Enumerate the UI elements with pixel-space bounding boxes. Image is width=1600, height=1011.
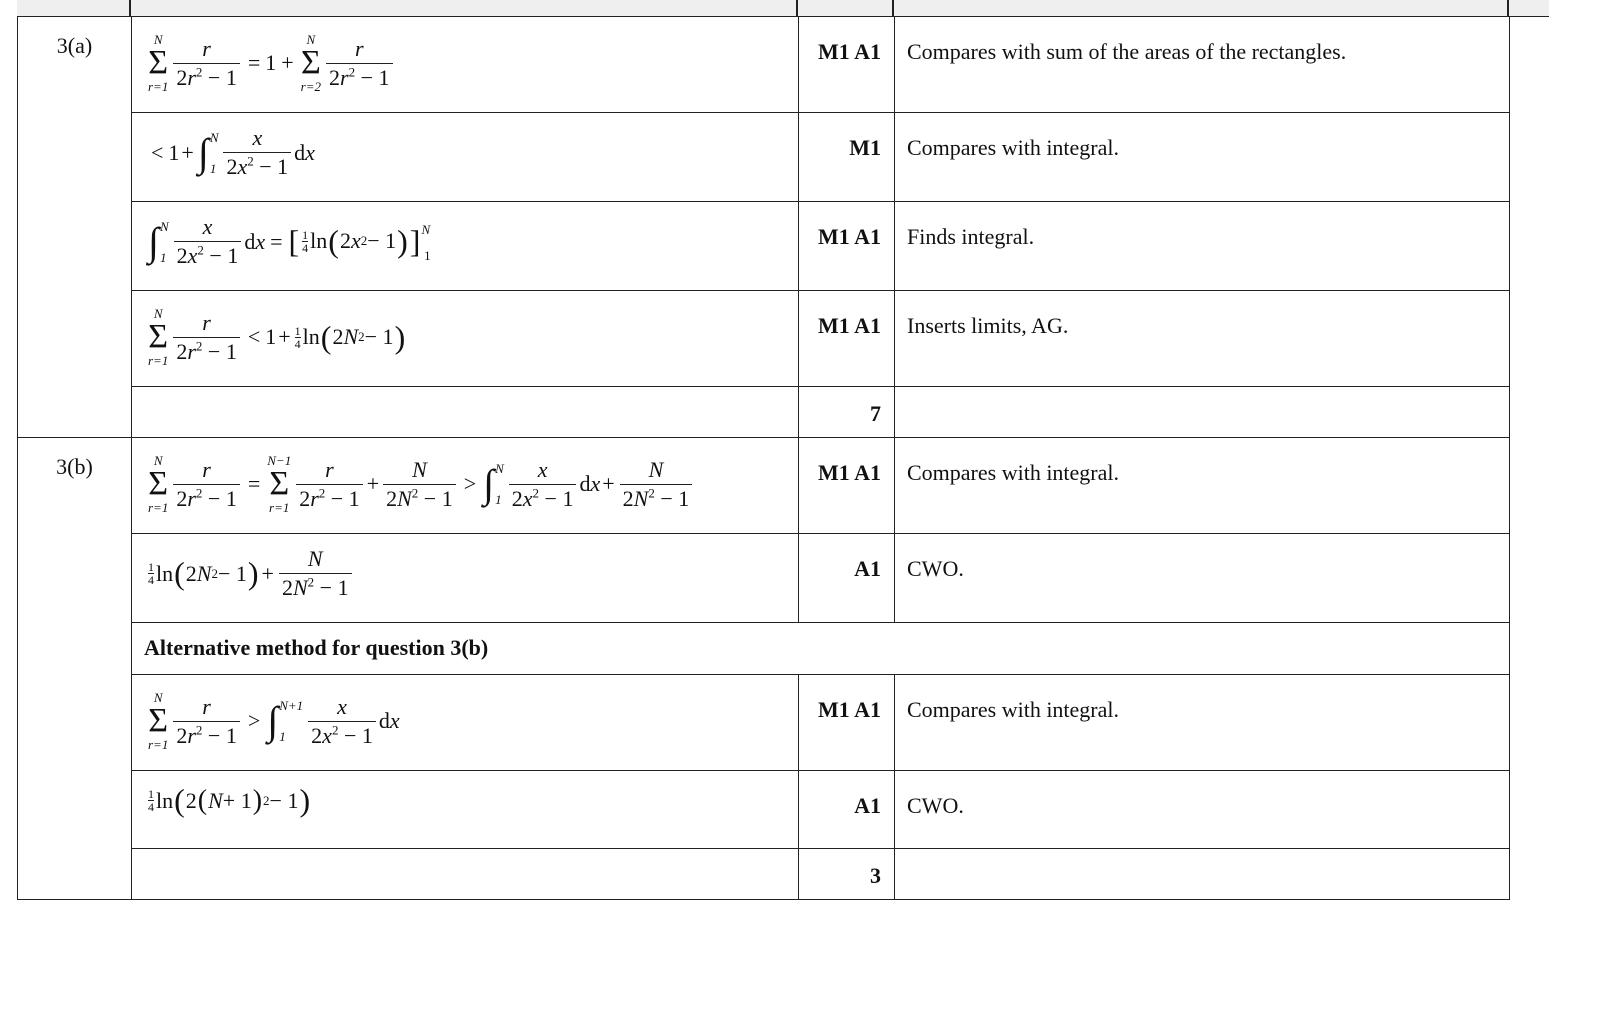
math-expression: 1 4 ln ( 2 N 2 − 1 ) + $\frac{N}{2N^2 - 1}$: [146, 548, 355, 599]
table-row: [18, 291, 1510, 387]
table-row: [18, 202, 1510, 291]
math-expression: N Σ r=1 $\frac{r}{2r^2 - 1}$ = N−1 Σ r=1 $\frac{r}{2r^2 - 1}$ + $\frac{N}{2N^2 - 1}$ > ∫ N 1 $\frac{x}{2x^2 - 1}$ d x + $\frac{N}{2N^2 - 1}$: [146, 454, 695, 515]
guidance-cell: Inserts limits, AG.: [895, 291, 1510, 387]
total-marks: 7: [799, 387, 895, 438]
working-cell: [132, 202, 799, 291]
question-label-3b: 3(b): [18, 438, 132, 900]
table-row: [18, 623, 1510, 675]
working-cell: [132, 113, 799, 202]
working-cell: [132, 534, 799, 623]
marks-cell: M1 A1: [799, 202, 895, 291]
working-cell: [132, 291, 799, 387]
marks-cell: A1: [799, 534, 895, 623]
working-cell: [132, 771, 799, 849]
math-expression: < 1 + ∫ N 1 $\frac{x}{2x^2 - 1}$ d x: [151, 125, 315, 179]
total-marks: 3: [799, 849, 895, 900]
math-expression: N Σ r=1 $\frac{r}{2r^2 - 1}$ > ∫ N+1 1 $\frac{x}{2x^2 - 1}$ d x: [148, 690, 400, 752]
table-row: [18, 387, 1510, 438]
alternative-method-heading: Alternative method for question 3(b): [132, 623, 1510, 675]
table-row: [18, 534, 1510, 623]
guidance-cell-empty: [895, 849, 1510, 900]
guidance-cell: Compares with integral.: [895, 113, 1510, 202]
marks-cell: M1 A1: [799, 17, 895, 113]
math-expression: 1 4 ln ( 2 ( N + 1 ) 2 − 1 ): [148, 782, 311, 819]
table-row: [18, 675, 1510, 771]
math-expression: N Σ r=1 $\frac{r}{2r^2 - 1}$ = 1 + N Σ r=2 $\frac{r}{2r^2 - 1}$: [146, 33, 396, 94]
working-cell: [132, 675, 799, 771]
table-row: [18, 849, 1510, 900]
guidance-cell: CWO.: [895, 534, 1510, 623]
marks-cell: M1: [799, 113, 895, 202]
working-cell-empty: [132, 387, 799, 438]
table-row: [18, 438, 1510, 534]
question-label-3a: 3(a): [18, 17, 132, 438]
math-expression: ∫ N 1 $\frac{x}{2x^2 - 1}$ d x = [ 1 4 ln ( 2 x 2 − 1 ) ] N 1: [148, 214, 431, 268]
math-expression: N Σ r=1 $\frac{r}{2r^2 - 1}$ < 1 + $\frac{1}{4}$ ln ( 2 N 2 − 1 ): [148, 306, 406, 368]
marks-cell: M1 A1: [799, 438, 895, 534]
guidance-cell: Compares with integral.: [895, 675, 1510, 771]
marks-cell: M1 A1: [799, 291, 895, 387]
guidance-cell: Compares with sum of the areas of the rectangles.: [895, 17, 1510, 113]
working-cell: [132, 17, 799, 113]
guidance-cell: CWO.: [895, 771, 1510, 849]
table-row: [18, 771, 1510, 849]
working-cell: [132, 438, 799, 534]
working-cell-empty: [132, 849, 799, 900]
guidance-cell-empty: [895, 387, 1510, 438]
table-row: [18, 17, 1510, 113]
guidance-cell: Finds integral.: [895, 202, 1510, 291]
marks-cell: M1 A1: [799, 675, 895, 771]
table-row: [18, 113, 1510, 202]
guidance-cell: Compares with integral.: [895, 438, 1510, 534]
header-row-edge: [17, 0, 1549, 17]
marks-cell: A1: [799, 771, 895, 849]
mark-scheme-table: [17, 16, 1510, 900]
